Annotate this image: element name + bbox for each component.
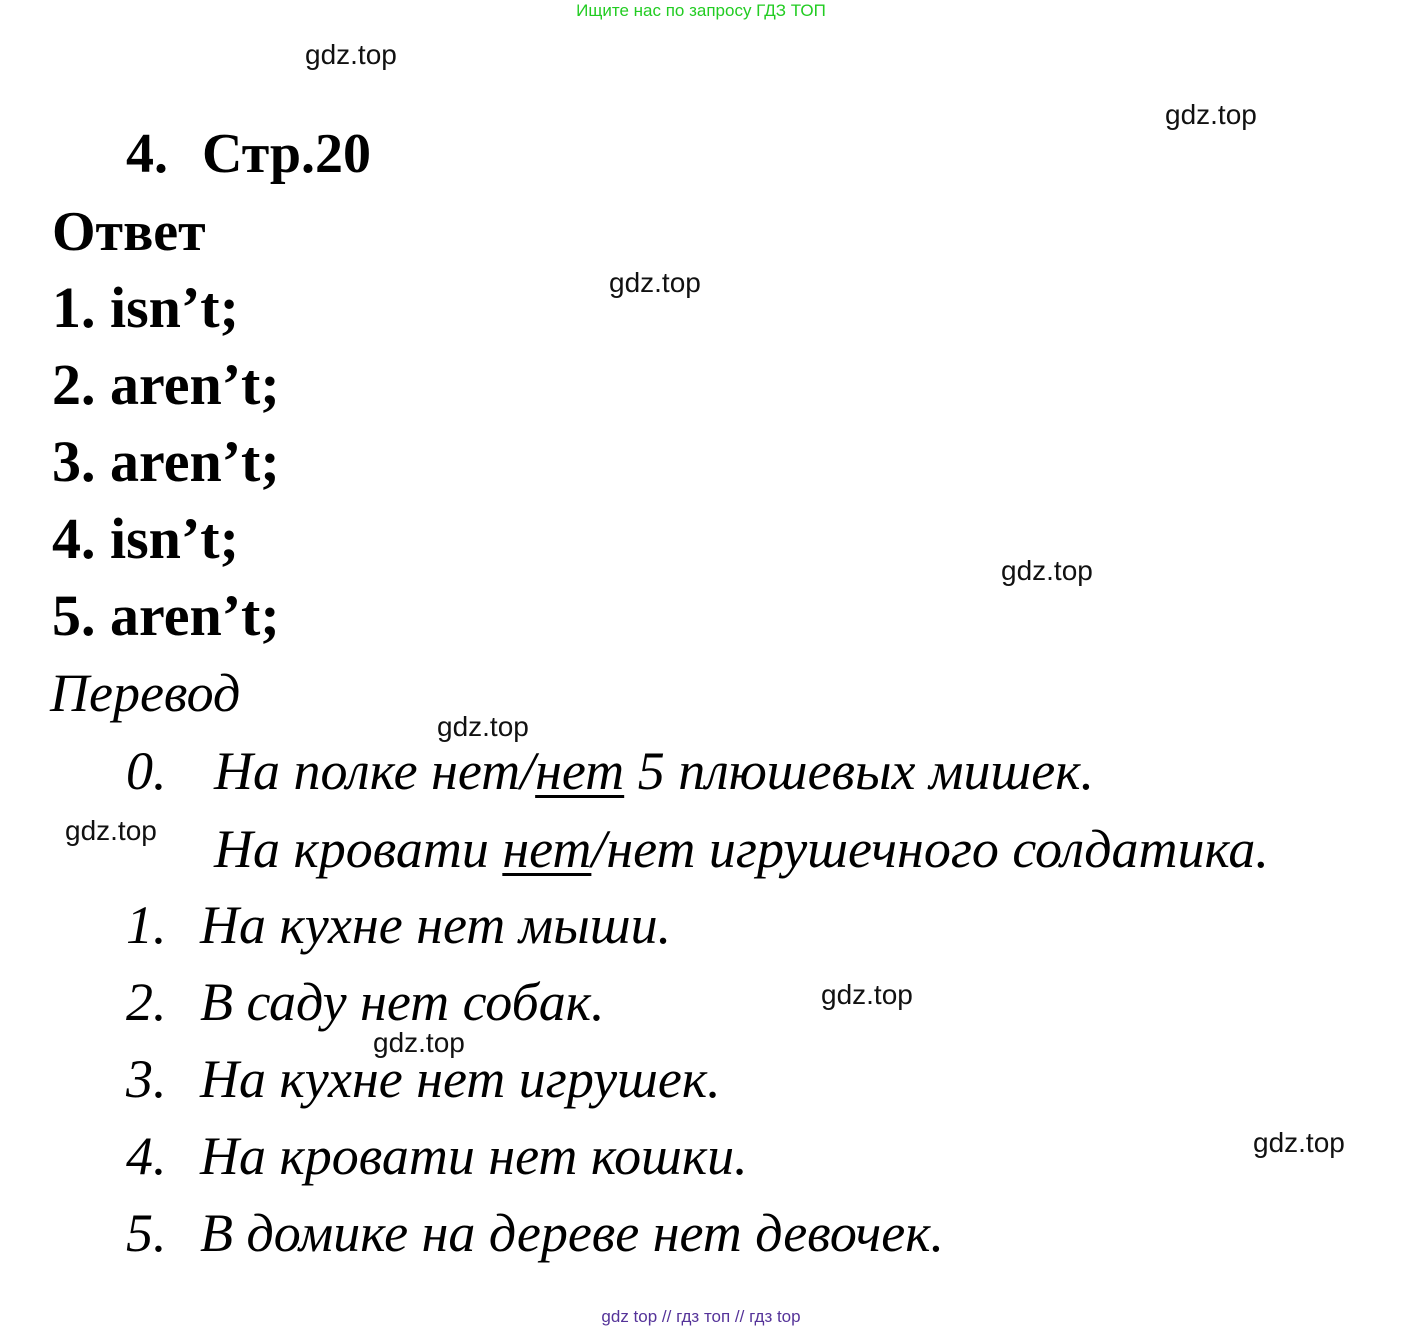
translation-title: Перевод bbox=[50, 663, 241, 723]
translation-item bbox=[126, 971, 605, 1033]
exercise-page: Стр.20 bbox=[202, 123, 372, 185]
answer-item: 4. isn’t; bbox=[52, 506, 239, 571]
answer-item: 2. aren’t; bbox=[52, 352, 280, 417]
translation-text: В саду нет собак. bbox=[200, 972, 605, 1032]
translation-text: На кухне нет мыши. bbox=[200, 895, 672, 955]
translation-item bbox=[126, 1048, 721, 1110]
translation-number: 5. bbox=[126, 1203, 167, 1263]
translation-text: На кровати нет кошки. bbox=[200, 1126, 748, 1186]
footer-watermark: gdz top // гдз топ // гдз top bbox=[601, 1307, 801, 1326]
answer-title: Ответ bbox=[52, 201, 206, 263]
exercise-number: 4. bbox=[126, 123, 168, 185]
translation-text: В домике на дереве нет девочек. bbox=[200, 1203, 945, 1263]
example-line bbox=[214, 818, 1269, 880]
watermark: gdz.top bbox=[65, 815, 157, 846]
translation-number: 2. bbox=[126, 972, 167, 1032]
watermark: gdz.top bbox=[821, 979, 913, 1010]
watermark: gdz.top bbox=[437, 711, 529, 742]
top-banner: Ищите нас по запросу ГДЗ ТОП bbox=[576, 1, 826, 20]
example-text: На кровати bbox=[214, 819, 503, 879]
translation-text: На кухне нет игрушек. bbox=[200, 1049, 721, 1109]
watermark: gdz.top bbox=[1165, 99, 1257, 130]
translation-number: 3. bbox=[126, 1049, 167, 1109]
underlined-word: нет bbox=[535, 741, 625, 801]
translation-item bbox=[126, 1202, 944, 1264]
watermark: gdz.top bbox=[305, 39, 397, 70]
answer-item: 1. isn’t; bbox=[52, 275, 239, 340]
watermark: gdz.top bbox=[1253, 1127, 1345, 1158]
answer-item: 5. aren’t; bbox=[52, 583, 280, 648]
example-number: 0. bbox=[126, 741, 167, 801]
watermark: gdz.top bbox=[1001, 555, 1093, 586]
translation-number: 1. bbox=[126, 895, 167, 955]
example-line bbox=[126, 740, 1094, 802]
example-text: На полке нет/ bbox=[214, 741, 536, 801]
translation-item bbox=[126, 1125, 748, 1187]
watermark: gdz.top bbox=[373, 1027, 465, 1058]
watermark: gdz.top bbox=[609, 267, 701, 298]
answer-item: 3. aren’t; bbox=[52, 429, 280, 494]
underlined-word: нет bbox=[502, 819, 592, 879]
translation-number: 4. bbox=[126, 1126, 167, 1186]
translation-item bbox=[126, 894, 671, 956]
example-text: /нет игрушечного солдатика. bbox=[591, 819, 1269, 879]
exercise-heading bbox=[126, 122, 371, 186]
example-text: 5 плюшевых мишек. bbox=[624, 741, 1094, 801]
